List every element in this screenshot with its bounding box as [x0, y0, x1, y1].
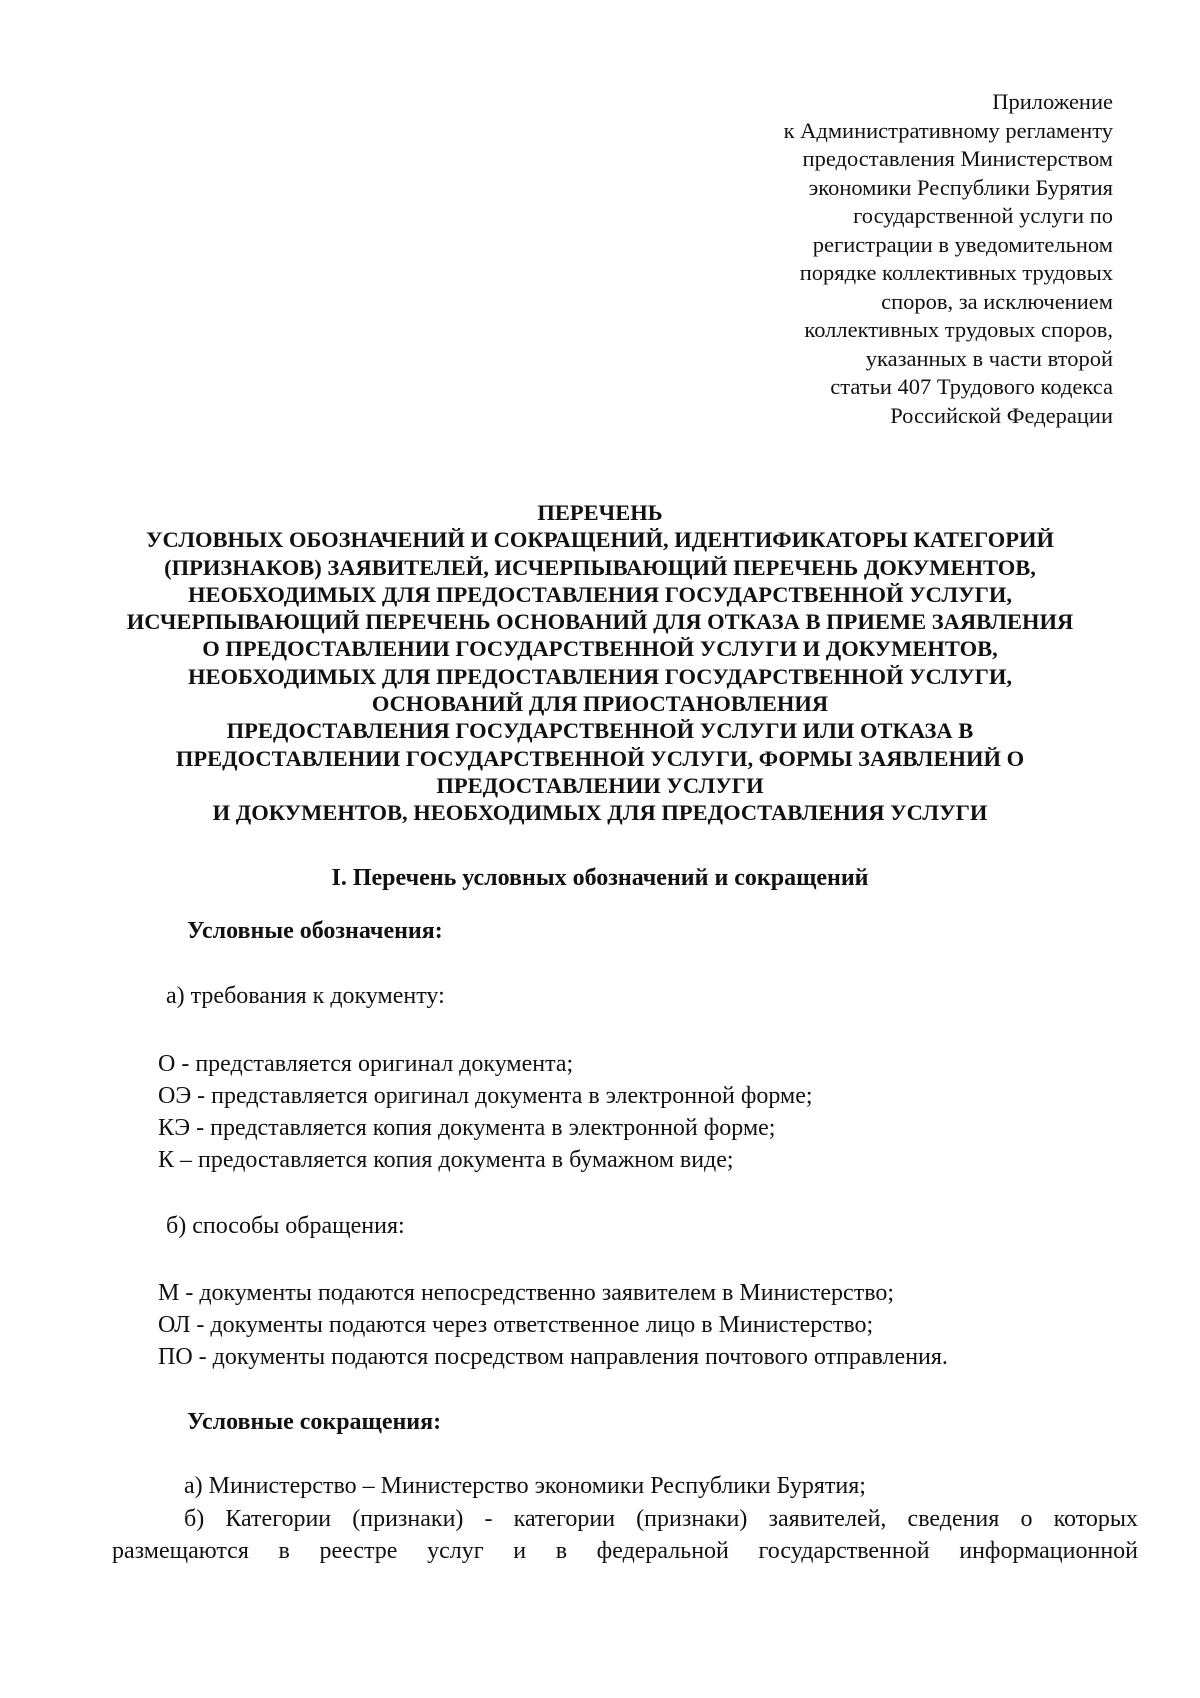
appendix-line: предоставления Министерством — [802, 146, 1113, 171]
section-heading: I. Перечень условных обозначений и сокращений — [331, 865, 869, 891]
appendix-line: регистрации в уведомительном — [812, 231, 1113, 257]
title-line: ПРЕДОСТАВЛЕНИИ УСЛУГИ — [436, 772, 764, 798]
appendix-line: Приложение — [992, 89, 1113, 114]
method-item: М - документы подаются непосредственно заявителем в Министерство; — [158, 1280, 895, 1306]
title-line: О ПРЕДОСТАВЛЕНИИ ГОСУДАРСТВЕННОЙ УСЛУГИ И ДОКУМЕНТОВ, — [202, 636, 998, 662]
method-item: ПО - документы подаются посредством направления почтового отправления. — [158, 1344, 948, 1370]
paragraph-line: размещаются в реестре услуг и в федеральной государственной информационной — [112, 1538, 1138, 1564]
document-title — [60, 499, 1140, 827]
title-line: ПЕРЕЧЕНЬ — [537, 500, 663, 525]
title-line: НЕОБХОДИМЫХ ДЛЯ ПРЕДОСТАВЛЕНИЯ ГОСУДАРСТВЕННОЙ УСЛУГИ, — [187, 663, 1013, 689]
paragraph-line: б) Категории (признаки) - категории (признаки) заявителей, сведения о которых — [184, 1506, 1138, 1532]
title-line: УСЛОВНЫХ ОБОЗНАЧЕНИЙ И СОКРАЩЕНИЙ, ИДЕНТИФИКАТОРЫ КАТЕГОРИЙ — [146, 527, 1054, 553]
appendix-line: Российской Федерации — [890, 402, 1113, 428]
title-line: (ПРИЗНАКОВ) ЗАЯВИТЕЛЕЙ, ИСЧЕРПЫВАЮЩИЙ ПЕРЕЧЕНЬ ДОКУМЕНТОВ, — [164, 554, 1036, 580]
designation-item: ОЭ - представляется оригинал документа в электронной форме; — [158, 1083, 813, 1109]
appendix-line: государственной услуги по — [853, 203, 1113, 228]
appendix-line: экономики Республики Бурятия — [808, 174, 1113, 200]
methods-label: б) способы обращения: — [166, 1213, 405, 1239]
title-line: ОСНОВАНИЙ ДЛЯ ПРИОСТАНОВЛЕНИЯ — [371, 691, 829, 717]
title-line: ПРЕДОСТАВЛЕНИИ ГОСУДАРСТВЕННОЙ УСЛУГИ, ФОРМЫ ЗАЯВЛЕНИЙ О — [175, 745, 1025, 771]
title-line: ИСЧЕРПЫВАЮЩИЙ ПЕРЕЧЕНЬ ОСНОВАНИЙ ДЛЯ ОТКАЗА В ПРИЕМЕ ЗАЯВЛЕНИЯ — [126, 609, 1074, 635]
designations-heading: Условные обозначения: — [187, 918, 443, 944]
appendix-line: указанных в части второй — [865, 345, 1113, 371]
title-line: НЕОБХОДИМЫХ ДЛЯ ПРЕДОСТАВЛЕНИЯ ГОСУДАРСТВЕННОЙ УСЛУГИ, — [187, 581, 1013, 607]
appendix-header — [593, 88, 1113, 430]
title-line: ПРЕДОСТАВЛЕНИЯ ГОСУДАРСТВЕННОЙ УСЛУГИ ИЛИ ОТКАЗА В — [226, 718, 974, 744]
method-item: ОЛ - документы подаются через ответственное лицо в Министерство; — [158, 1312, 874, 1338]
requirements-label: а) требования к документу: — [166, 983, 445, 1009]
appendix-line: к Административному регламенту — [783, 117, 1113, 143]
appendix-line: коллективных трудовых споров, — [804, 317, 1113, 342]
title-line: И ДОКУМЕНТОВ, НЕОБХОДИМЫХ ДЛЯ ПРЕДОСТАВЛЕНИЯ УСЛУГИ — [212, 800, 988, 826]
appendix-line: споров, за исключением — [881, 288, 1113, 314]
designation-item: О - представляется оригинал документа; — [158, 1051, 574, 1077]
appendix-line: порядке коллективных трудовых — [799, 260, 1113, 285]
abbreviation-item: а) Министерство – Министерство экономики Республики Бурятия; — [184, 1473, 866, 1499]
appendix-line: статьи 407 Трудового кодекса — [830, 374, 1113, 399]
designation-item: К – предоставляется копия документа в бумажном виде; — [158, 1147, 734, 1173]
designation-item: КЭ - представляется копия документа в электронной форме; — [158, 1115, 776, 1141]
abbreviations-heading: Условные сокращения: — [187, 1409, 442, 1435]
abbreviation-paragraph — [112, 1503, 1138, 1567]
